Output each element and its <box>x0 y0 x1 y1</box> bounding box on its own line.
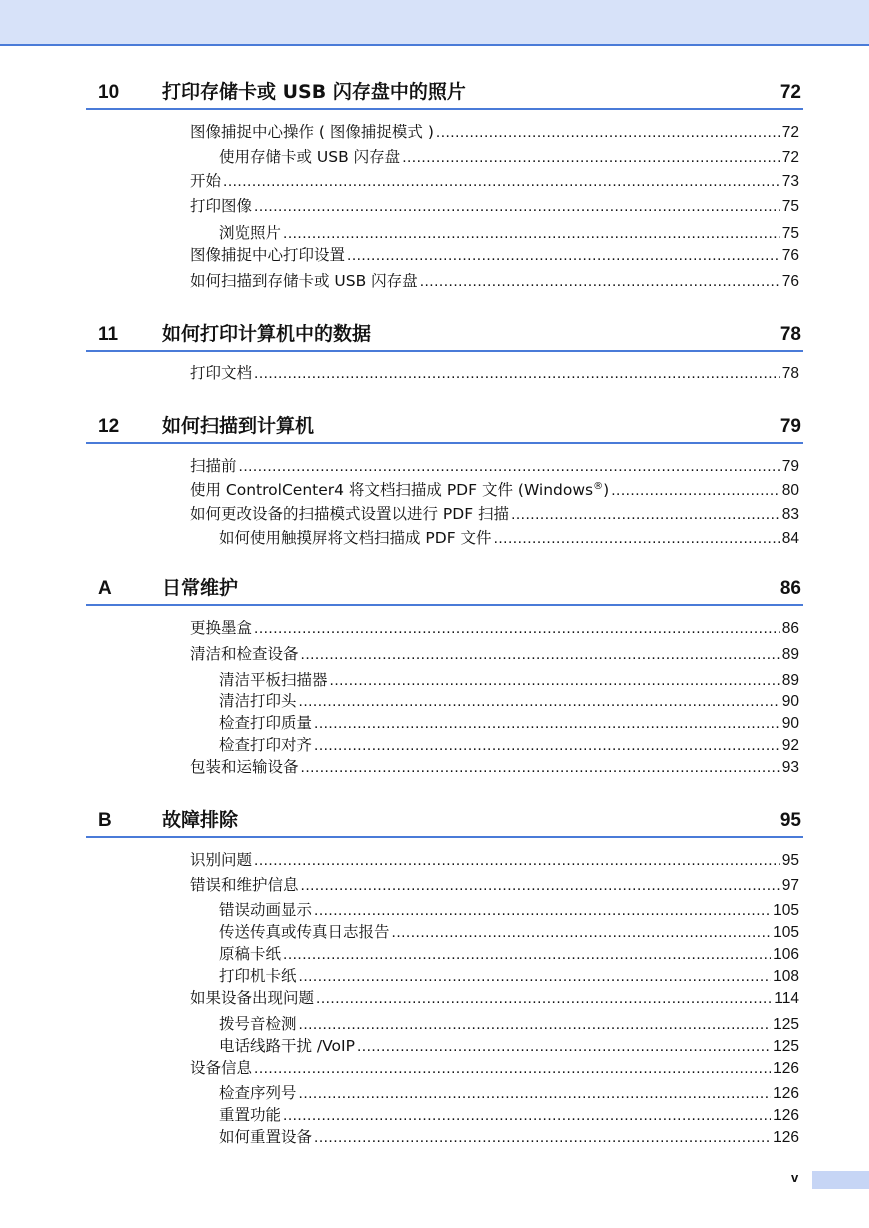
chapter-page-number: 95 <box>779 810 801 831</box>
entry-label <box>219 1127 312 1147</box>
entry-label <box>219 670 328 690</box>
entry-page-number: 97 <box>781 877 799 894</box>
chapter-number: 12 <box>98 416 120 437</box>
chapter-heading[interactable] <box>86 414 803 444</box>
dot-leader <box>283 223 780 244</box>
entry-label-text: 扫描前 <box>190 457 237 475</box>
entry-label-text: 如何更改设备的扫描模式设置以进行 PDF 扫描 <box>190 505 510 523</box>
dot-leader <box>254 363 780 384</box>
toc-subentry[interactable] <box>219 944 799 964</box>
entry-label-text: 打印机卡纸 <box>219 967 297 985</box>
toc-entry[interactable] <box>190 988 799 1008</box>
dot-leader <box>299 1014 772 1035</box>
entry-page-number: 84 <box>781 530 799 547</box>
entry-page-number: 125 <box>773 1016 799 1033</box>
entry-label-text: 图像捕捉中心操作 ( 图像捕捉模式 ) <box>190 123 434 141</box>
entry-page-number: 105 <box>773 924 799 941</box>
entry-label-suffix: ) <box>603 481 610 499</box>
dot-leader <box>347 245 780 266</box>
entry-label <box>219 966 297 986</box>
toc-entry[interactable] <box>190 644 799 664</box>
entry-label-text: 如何使用触摸屏将文档扫描成 PDF 文件 <box>219 529 492 547</box>
toc-entry[interactable] <box>190 122 799 142</box>
entry-page-number: 126 <box>773 1085 799 1102</box>
entry-label <box>219 223 281 243</box>
toc-entry[interactable] <box>190 480 799 500</box>
entry-label <box>219 1105 281 1125</box>
entry-label-text: 清洁打印头 <box>219 692 297 710</box>
dot-leader <box>254 618 780 639</box>
entry-label-text: 传送传真或传真日志报告 <box>219 923 390 941</box>
entry-label-text: 浏览照片 <box>219 224 282 242</box>
entry-label <box>219 1014 297 1034</box>
entry-page-number: 75 <box>781 225 799 242</box>
entry-label <box>219 1036 355 1056</box>
entry-label-text: 使用 ControlCenter4 将文档扫描成 PDF 文件 (Windows <box>190 481 594 499</box>
entry-page-number: 90 <box>781 693 799 710</box>
entry-label-text: 打印图像 <box>190 197 253 215</box>
entry-label <box>190 1058 252 1078</box>
chapter-heading[interactable] <box>86 80 803 110</box>
toc-entry[interactable] <box>190 456 799 476</box>
toc-entry[interactable] <box>190 171 799 191</box>
toc-entry[interactable] <box>190 618 799 638</box>
entry-label-text: 原稿卡纸 <box>219 945 282 963</box>
entry-label-text: 更换墨盒 <box>190 619 253 637</box>
dot-leader <box>420 271 780 292</box>
footer-band <box>812 1171 869 1189</box>
chapter-page-number: 78 <box>779 324 801 345</box>
entry-page-number: 86 <box>781 620 799 637</box>
toc-subentry[interactable] <box>219 1036 799 1056</box>
chapter-title: 打印存储卡或 USB 闪存盘中的照片 <box>162 81 466 103</box>
entry-page-number: 95 <box>781 852 799 869</box>
toc-subentry[interactable] <box>219 691 799 711</box>
entry-page-number: 114 <box>774 990 799 1007</box>
entry-page-number: 76 <box>781 247 799 264</box>
dot-leader <box>436 122 780 143</box>
entry-page-number: 126 <box>773 1107 799 1124</box>
entry-label <box>190 456 237 476</box>
dot-leader <box>301 875 780 896</box>
entry-page-number: 72 <box>781 149 799 166</box>
dot-leader <box>494 528 780 549</box>
entry-label <box>190 504 509 524</box>
entry-page-number: 80 <box>781 482 799 499</box>
toc-entry[interactable] <box>190 363 799 383</box>
chapter-number: B <box>98 810 112 831</box>
chapter-page-number: 79 <box>779 416 801 437</box>
entry-label <box>190 245 345 265</box>
dot-leader <box>301 757 780 778</box>
dot-leader <box>611 480 780 501</box>
toc-entry[interactable] <box>190 850 799 870</box>
entry-page-number: 89 <box>781 672 799 689</box>
dot-leader <box>283 1105 771 1126</box>
entry-page-number: 93 <box>781 759 799 776</box>
entry-label-text: 开始 <box>190 172 222 190</box>
entry-label-text: 拨号音检测 <box>219 1015 297 1033</box>
dot-leader <box>254 850 780 871</box>
toc-subentry[interactable] <box>219 1105 799 1125</box>
entry-label <box>190 988 314 1008</box>
entry-label <box>219 900 312 920</box>
entry-label <box>219 528 492 548</box>
chapter-heading[interactable] <box>86 322 803 352</box>
dot-leader <box>314 735 780 756</box>
entry-page-number: 72 <box>781 124 799 141</box>
entry-label <box>190 850 252 870</box>
entry-page-number: 105 <box>773 902 799 919</box>
entry-page-number: 75 <box>781 198 799 215</box>
entry-label-text: 使用存储卡或 USB 闪存盘 <box>219 148 401 166</box>
entry-label-text: 检查序列号 <box>219 1084 297 1102</box>
dot-leader <box>283 944 771 965</box>
entry-label-text: 清洁平板扫描器 <box>219 671 328 689</box>
entry-label-text: 检查打印对齐 <box>219 736 313 754</box>
chapter-title: 日常维护 <box>162 577 239 599</box>
entry-page-number: 126 <box>773 1129 799 1146</box>
entry-label <box>190 757 299 777</box>
entry-label-text: 包装和运输设备 <box>190 758 299 776</box>
chapter-title: 故障排除 <box>162 809 239 831</box>
dot-leader <box>316 988 772 1009</box>
entry-label <box>190 271 418 291</box>
toc-entry[interactable] <box>190 875 799 895</box>
dot-leader <box>299 1083 772 1104</box>
entry-label-text: 打印文档 <box>190 364 253 382</box>
entry-page-number: 108 <box>773 968 799 985</box>
entry-label-text: 如果设备出现问题 <box>190 989 315 1007</box>
toc-entry[interactable] <box>190 245 799 265</box>
dot-leader <box>314 900 771 921</box>
chapter-title: 如何扫描到计算机 <box>162 415 315 437</box>
toc-entry[interactable] <box>190 504 799 524</box>
entry-page-number: 126 <box>773 1060 799 1077</box>
toc-subentry[interactable] <box>219 1083 799 1103</box>
entry-label <box>219 922 390 942</box>
entry-label-text: 设备信息 <box>190 1059 253 1077</box>
chapter-title: 如何打印计算机中的数据 <box>162 323 372 345</box>
chapter-heading[interactable] <box>86 576 803 606</box>
toc-entry[interactable] <box>190 196 799 216</box>
entry-page-number: 106 <box>773 946 799 963</box>
dot-leader <box>254 1058 771 1079</box>
entry-label-text: 如何扫描到存储卡或 USB 闪存盘 <box>190 272 418 290</box>
toc-subentry[interactable] <box>219 735 799 755</box>
entry-label-text: 电话线路干扰 /VoIP <box>219 1037 355 1055</box>
page-number: v <box>791 1170 799 1185</box>
entry-label-text: 检查打印质量 <box>219 714 313 732</box>
entry-label <box>190 363 252 383</box>
entry-label-text: 识别问题 <box>190 851 253 869</box>
entry-label <box>190 171 221 191</box>
toc-entry[interactable] <box>190 1058 799 1078</box>
entry-label <box>219 944 281 964</box>
entry-label-text: 清洁和检查设备 <box>190 645 299 663</box>
toc-subentry[interactable] <box>219 528 799 548</box>
chapter-number: A <box>98 578 112 599</box>
chapter-page-number: 86 <box>779 578 801 599</box>
entry-label <box>190 644 299 664</box>
dot-leader <box>299 966 772 987</box>
chapter-number: 10 <box>98 82 120 103</box>
dot-leader <box>254 196 780 217</box>
dot-leader <box>511 504 780 525</box>
chapter-heading[interactable] <box>86 808 803 838</box>
toc-subentry[interactable] <box>219 1127 799 1147</box>
toc-subentry[interactable] <box>219 966 799 986</box>
dot-leader <box>330 670 780 691</box>
dot-leader <box>223 171 780 192</box>
dot-leader <box>357 1036 771 1057</box>
entry-label <box>190 122 434 142</box>
entry-page-number: 78 <box>781 365 799 382</box>
entry-page-number: 125 <box>773 1038 799 1055</box>
entry-label <box>219 691 297 711</box>
chapter-page-number: 72 <box>779 82 801 103</box>
toc-subentry[interactable] <box>219 922 799 942</box>
entry-label <box>190 618 252 638</box>
entry-label-text: 错误和维护信息 <box>190 876 299 894</box>
entry-label <box>190 875 299 895</box>
dot-leader <box>314 713 780 734</box>
entry-label-text: 图像捕捉中心打印设置 <box>190 246 346 264</box>
dot-leader <box>314 1127 771 1148</box>
entry-label <box>219 713 312 733</box>
entry-label-text: 重置功能 <box>219 1106 282 1124</box>
toc-entry[interactable] <box>190 757 799 777</box>
entry-label <box>219 1083 297 1103</box>
entry-page-number: 89 <box>781 646 799 663</box>
toc-subentry[interactable] <box>219 1014 799 1034</box>
toc-subentry[interactable] <box>219 223 799 243</box>
chapter-number: 11 <box>98 324 119 345</box>
toc-subentry[interactable] <box>219 670 799 690</box>
entry-label <box>190 480 609 500</box>
dot-leader <box>402 147 780 168</box>
entry-label-text: 如何重置设备 <box>219 1128 313 1146</box>
entry-label <box>190 196 252 216</box>
entry-page-number: 90 <box>781 715 799 732</box>
entry-label <box>219 735 312 755</box>
dot-leader <box>299 691 780 712</box>
entry-label-text: 错误动画显示 <box>219 901 313 919</box>
dot-leader <box>239 456 780 477</box>
registered-mark: ® <box>593 480 604 492</box>
entry-page-number: 73 <box>781 173 799 190</box>
toc-subentry[interactable] <box>219 900 799 920</box>
entry-page-number: 83 <box>781 506 799 523</box>
toc-subentry[interactable] <box>219 147 799 167</box>
dot-leader <box>301 644 780 665</box>
entry-label <box>219 147 400 167</box>
toc-subentry[interactable] <box>219 713 799 733</box>
entry-page-number: 76 <box>781 273 799 290</box>
entry-page-number: 79 <box>781 458 799 475</box>
entry-page-number: 92 <box>781 737 799 754</box>
dot-leader <box>392 922 772 943</box>
toc-entry[interactable] <box>190 271 799 291</box>
